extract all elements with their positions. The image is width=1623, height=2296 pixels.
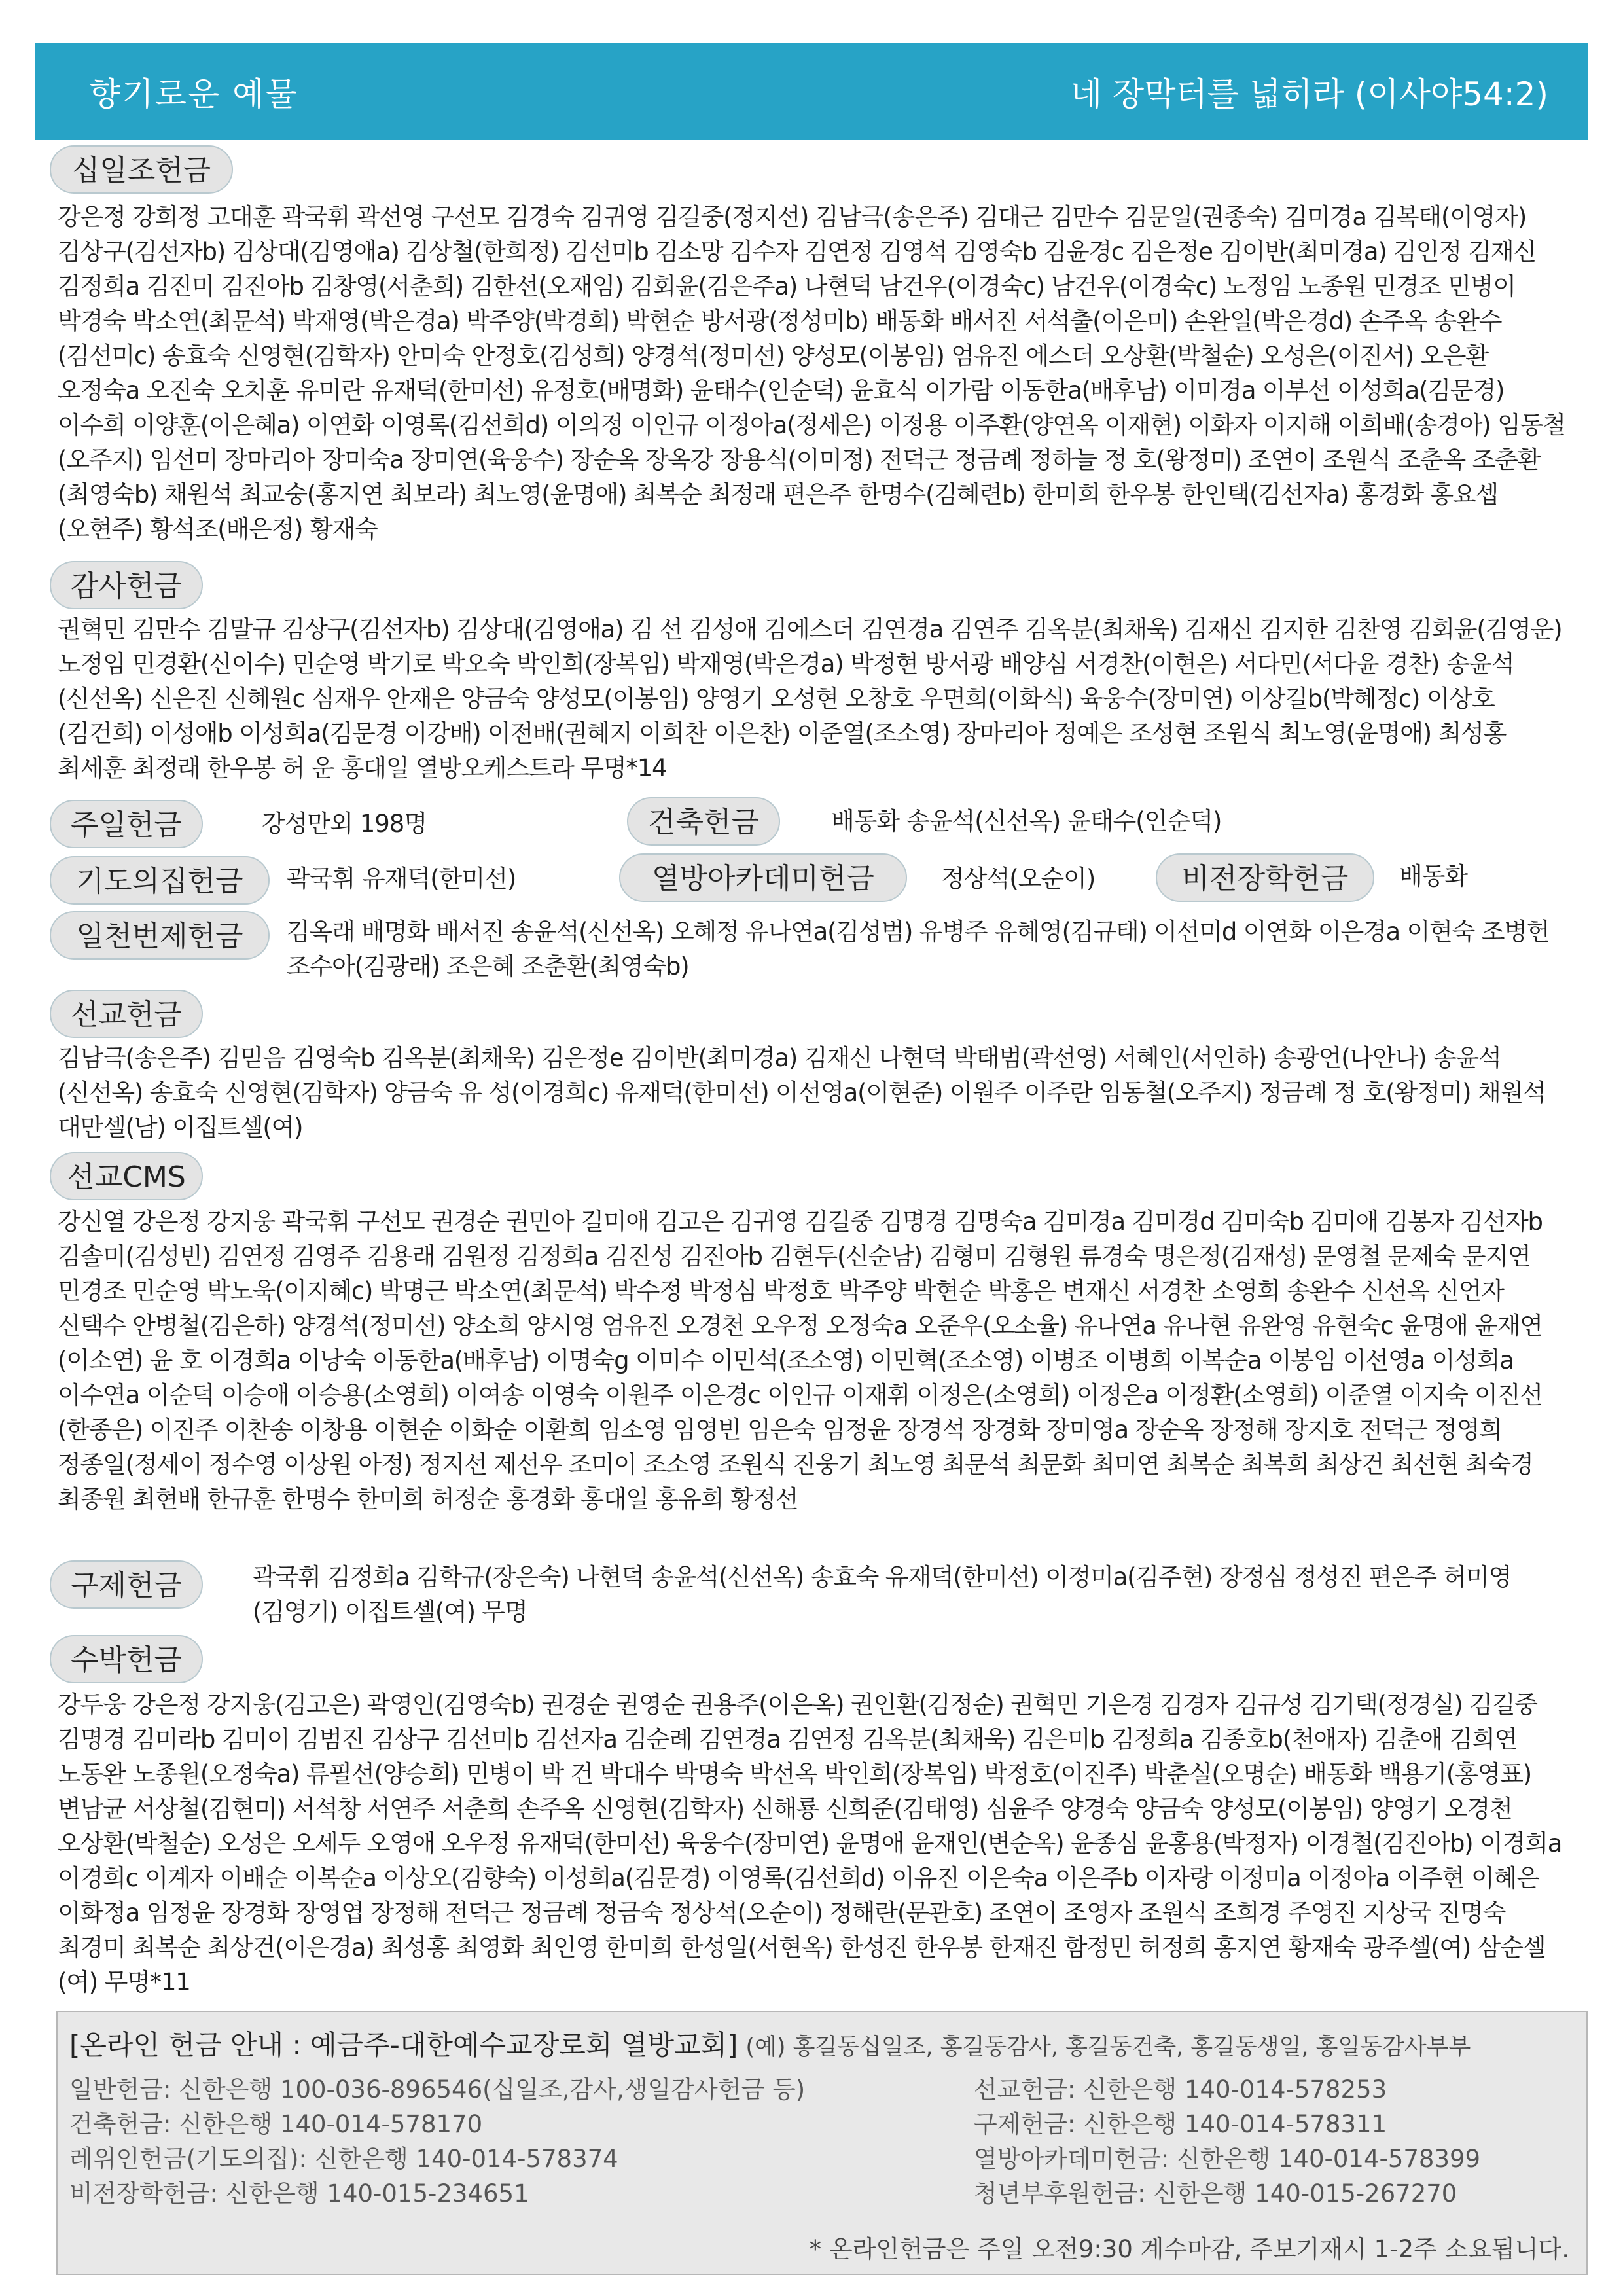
sunday-count: 강성만외 198명 [262, 810, 427, 838]
online-offering-heading: [온라인 헌금 안내 : 예금주-대한예수교장로회 열방교회] [69, 2029, 738, 2061]
tithe-names: 강은정 강희정 고대훈 곽국휘 곽선영 구선모 김경숙 김귀영 김길중(정지선) 김남극(송은주) 김대근 김만수 김문일(권종숙) 김미경a 김복태(이영자) 김상구(김선자b) 김상대(김영애a) 김상철(한희정) 김선미b 김소망 김수자 김연정 김영석 김영숙b 김윤경c 김은정e 김이반(최미경a) 김인정 김재신 김정희a 김진미 김진아b 김창영(서춘희) 김한선(오재임) 김회윤(김은주a) 나현덕 남건우(이경숙c) 남건우(이경숙c) 노정임 노종원 민경조 민병이 박경숙 박소연(최문석) 박재영(박은경a) 박주양(박경희) 박현순 방서광(정성미b) 배동화 배서진 서석출(이은미) 손완일(박은경d) 손주옥 송완수(김선미c) 송효숙 신영현(김학자) 안미숙 안정호(김성희) 양경석(정미선) 양성모(이봉임) 엄유진 에스더 오상환(박철순) 오성은(이진서) 오은환 오정숙a 오진숙 오치훈 유미란 유재덕(한미선) 유정호(배명화) 윤태수(인순덕) 윤효식 이가람 이동한a(배후남) 이미경a 이부선 이성희a(김문경) 이수희 이양훈(이은혜a) 이연화 이영록(김선희d) 이의정 이인규 이정아a(정세은) 이정용 이주환(양연옥 이재현) 이화자 이지해 이희배(송경아) 임동철(오주지) 임선미 장마리아 장미숙a 장미연(육웅수) 장순옥 장옥강 장용식(이미정) 전덕근 정금례 정하늘 정 호(왕정미) 조연이 조원식 조춘옥 조춘환(최영숙b) 채원석 최교숭(홍지연 최보라) 최노영(윤명애) 최복순 최정래 편은주 한명수(김혜련b) 한미희 한우봉 한인택(김선자a) 홍경화 홍요셉(오현주) 황석조(배은정) 황재숙 [58, 203, 1565, 543]
online-offering-info [56, 2011, 1588, 2275]
online-offering-title [69, 2024, 1471, 2063]
section-label-tithe: 십일조헌금 [50, 145, 233, 194]
account-vision: 비전장학헌금: 신한은행 140-015-234651 [69, 2179, 529, 2208]
section-label-mission: 선교헌금 [50, 990, 203, 1038]
section-label-vision: 비전장학헌금 [1156, 853, 1374, 902]
account-building: 건축헌금: 신한은행 140-014-578170 [69, 2110, 483, 2138]
section-label-relief: 구제헌금 [50, 1560, 203, 1609]
thanks-names: 권혁민 김만수 김말규 김상구(김선자b) 김상대(김영애a) 김 선 김성애 김에스더 김연경a 김연주 김옥분(최채욱) 김재신 김지한 김찬영 김회윤(김영운) 노정임 민경환(신이수) 민순영 박기로 박오숙 박인희(장복임) 박재영(박은경a) 박정현 방서광 배양심 서경찬(이현은) 서다민(서다윤 경찬) 송윤석(신선옥) 신은진 신혜원c 심재우 안재은 양금숙 양성모(이봉임) 양영기 오성현 오창호 우면희(이화식) 육웅수(장미연) 이상길b(박혜정c) 이상호(김건희) 이성애b 이성희a(김문경 이강배) 이전배(권혜지 이희찬 이은찬) 이준열(조소영) 장마리아 정예은 조성현 조원식 최노영(윤명애) 최성홍 최세훈 최정래 한우봉 허 운 홍대일 열방오케스트라 무명*14 [58, 615, 1562, 782]
online-offering-note: * 온라인헌금은 주일 오전9:30 계수마감, 주보기재시 1-2주 소요됩니다. [809, 2235, 1569, 2263]
account-levite: 레위인헌금(기도의집): 신한은행 140-014-578374 [69, 2145, 618, 2173]
mission-cms-names: 강신열 강은정 강지웅 곽국휘 구선모 권경순 권민아 길미애 김고은 김귀영 김길중 김명경 김명숙a 김미경a 김미경d 김미숙b 김미애 김봉자 김선자b 김솔미(김성빈) 김연정 김영주 김용래 김원정 김정희a 김진성 김진아b 김현두(신순남) 김형미 김형원 류경숙 명은정(김재성) 문영철 문제숙 문지연 민경조 민순영 박노욱(이지혜c) 박명근 박소연(최문석) 박수정 박정심 박정호 박주양 박현순 박홍은 변재신 서경찬 소영희 송완수 신선옥 신언자 신택수 안병철(김은하) 양경석(정미선) 양소희 양시영 엄유진 오경천 오우정 오정숙a 오준우(오소율) 유나연a 유나현 유완영 유현숙c 윤명애 윤재연(이소연) 윤 호 이경희a 이낭숙 이동한a(배후남) 이명숙g 이미수 이민석(조소영) 이민혁(조소영) 이병조 이병희 이복순a 이봉임 이선영a 이성희a 이수연a 이순덕 이승애 이승용(소영희) 이여송 이영숙 이원주 이은경c 이인규 이재휘 이정은(소영희) 이정은a 이정환(소영희) 이준열 이지숙 이진선(한종은) 이진주 이찬송 이창용 이현순 이화순 이환희 임소영 임영빈 임은숙 임정윤 장경석 장경화 장미영a 장순옥 장정해 장지호 전덕근 정영희 정종일(정세이 정수영 이상원 아정) 정지선 제선우 조미이 조소영 조원식 진웅기 최노영 최문석 최문화 최미연 최복순 최복희 최상건 최선현 최숙경 최종원 최현배 한규훈 한명수 한미희 허정순 홍경화 홍대일 홍유희 황정선 [58, 1208, 1543, 1513]
section-label-harvest: 수박헌금 [50, 1635, 203, 1683]
account-academy: 열방아카데미헌금: 신한은행 140-014-578399 [974, 2145, 1481, 2173]
section-label-mission-cms: 선교CMS [50, 1152, 203, 1200]
ilcheon-names: 김옥래 배명화 배서진 송윤석(신선옥) 오혜정 유나연a(김성범) 유병주 유혜영(김규태) 이선미d 이연화 이은경a 이현숙 조병헌 조수아(김광래) 조은혜 조춘환(최영숙b) [287, 918, 1550, 980]
account-youth: 청년부후원헌금: 신한은행 140-015-267270 [974, 2179, 1457, 2208]
section-label-building: 건축헌금 [627, 797, 780, 846]
academy-names: 정상석(오순이) [941, 865, 1096, 893]
online-offering-examples: (예) 홍길동십일조, 홍길동감사, 홍길동건축, 홍길동생일, 홍일동감사부부 [745, 2034, 1471, 2060]
section-label-academy: 열방아카데미헌금 [619, 853, 907, 902]
mission-names: 김남극(송은주) 김믿음 김영숙b 김옥분(최채욱) 김은정e 김이반(최미경a) 김재신 나현덕 박태범(곽선영) 서혜인(서인하) 송광언(나안나) 송윤석(신선옥) 송효숙 신영현(김학자) 양금숙 유 성(이경희c) 유재덕(한미선) 이선영a(이현준) 이원주 이주란 임동철(오주지) 정금례 정 호(왕정미) 채원석 대만셀(남) 이집트셀(여) [58, 1044, 1546, 1141]
section-label-ilcheon: 일천번제헌금 [50, 911, 270, 960]
section-label-thanks: 감사헌금 [50, 561, 203, 609]
harvest-names: 강두웅 강은정 강지웅(김고은) 곽영인(김영숙b) 권경순 권영순 권용주(이은옥) 권인환(김정순) 권혁민 기은경 김경자 김규성 김기택(정경실) 김길중 김명경 김미라b 김미이 김범진 김상구 김선미b 김선자a 김순례 김연경a 김연정 김옥분(최채욱) 김은미b 김정희a 김종호b(천애자) 김춘애 김희연 노동완 노종원(오정숙a) 류필선(양승희) 민병이 박 건 박대수 박명숙 박선옥 박인희(장복임) 박정호(이진주) 박춘실(오명순) 배동화 백용기(홍영표) 변남균 서상철(김현미) 서석창 서연주 서춘희 손주옥 신영현(김학자) 신해룡 신희준(김태영) 심윤주 양경숙 양금숙 양성모(이봉임) 양영기 오경천 오상환(박철순) 오성은 오세두 오영애 오우정 유재덕(한미선) 육웅수(장미연) 윤명애 윤재인(변순옥) 윤종심 윤홍용(박정자) 이경철(김진아b) 이경희a 이경희c 이계자 이배순 이복순a 이상오(김향숙) 이성희a(김문경) 이영록(김선희d) 이유진 이은숙a 이은주b 이자랑 이정미a 이정아a 이주현 이혜은 이화정a 임정윤 장경화 장영엽 장정해 전덕근 정금례 정금숙 정상석(오순이) 정해란(문관호) 조연이 조영자 조원식 조희경 주영진 지상국 진명숙 최경미 최복순 최상건(이은경a) 최성홍 최영화 최인영 한미희 한성일(서현옥) 한성진 한우봉 한재진 함정민 허정희 홍지연 황재숙 광주셀(여) 삼순셀(여) 무명*11 [58, 1691, 1562, 1996]
header-title: 향기로운 예물 [89, 75, 298, 113]
account-general: 일반헌금: 신한은행 100-036-896546(십일조,감사,생일감사헌금 등) [69, 2075, 806, 2104]
header-verse: 네 장막터를 넓히라 (이사야54:2) [1070, 75, 1548, 113]
relief-names: 곽국휘 김정희a 김학규(장은숙) 나현덕 송윤석(신선옥) 송효숙 유재덕(한미선) 이정미a(김주현) 장정심 정성진 편은주 허미영(김영기) 이집트셀(여) 무명 [253, 1563, 1512, 1626]
header-bar [35, 43, 1588, 140]
account-mission: 선교헌금: 신한은행 140-014-578253 [974, 2075, 1387, 2104]
section-label-sunday: 주일헌금 [50, 800, 203, 848]
building-names: 배동화 송윤석(신선옥) 윤태수(인순덕) [831, 807, 1222, 835]
section-label-prayer-house: 기도의집헌금 [50, 856, 270, 905]
vision-names: 배동화 [1399, 862, 1468, 890]
prayer-house-names: 곽국휘 유재덕(한미선) [287, 865, 516, 893]
account-relief: 구제헌금: 신한은행 140-014-578311 [974, 2110, 1387, 2138]
